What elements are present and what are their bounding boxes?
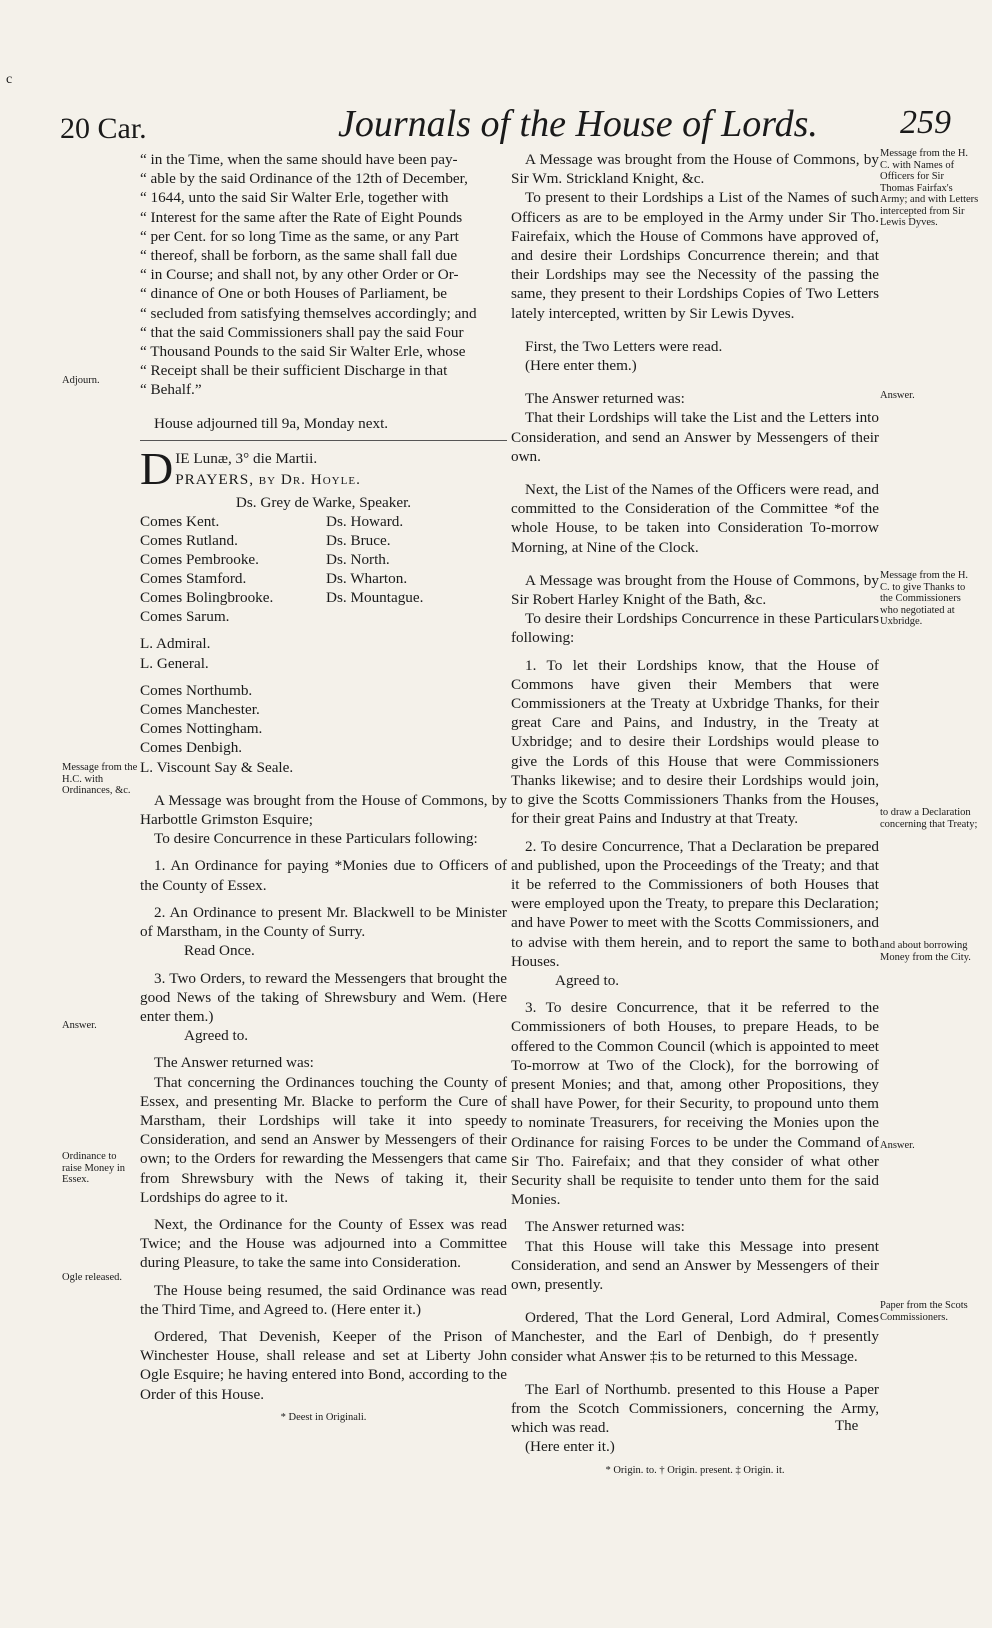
item-1: 1. An Ordinance for paying *Monies due to Officers of the County of Essex.	[140, 857, 507, 894]
adjourn-entry: House adjourned till 9a, Monday next.	[154, 414, 389, 432]
margin-note-answer2: Answer.	[880, 1140, 915, 1151]
quote-line: “ thereof, shall be forborn, as the same shall fall due	[140, 247, 458, 265]
attendee	[326, 607, 506, 626]
margin-note-borrowing: and about borrowing Money from the City.	[880, 940, 971, 963]
read-once: Read Once.	[184, 942, 255, 960]
margin-note-answer: Answer.	[62, 1020, 97, 1031]
answer-body: That concerning the Ordinances touching the County of Essex, and presenting Mr. Blacke to perform the Cure of Marstham, their Lordships will take it into speedy Consideration, and send an Answer by Messengers of their own; to the Orders for rewarding the Messengers that came from Shrewsbury with the News of taking it, their Lordships do agree to it.	[140, 1073, 507, 1206]
attendee: Ds. Mountague.	[326, 589, 424, 607]
attendee: Comes Pembrooke.	[140, 551, 259, 569]
quote-line: “ that the said Commissioners shall pay the said Four	[140, 323, 464, 341]
prayers: PRAYERS, by Dr. Hoyle.	[175, 471, 361, 489]
item-2: 2. An Ordinance to present Mr. Blackwell to be Minister of Marstham, in the County of Surry.	[140, 903, 507, 941]
quote-line: “ in Course; and shall not, by any other Order or Or-	[140, 266, 459, 284]
right-column	[511, 150, 879, 1480]
agreed: Agreed to.	[184, 1027, 249, 1045]
attendee: Ds. Howard.	[326, 513, 404, 531]
attendee: Ds. North.	[326, 551, 390, 569]
letters-read: First, the Two Letters were read.	[525, 337, 723, 355]
message-grimston: A Message was brought from the House of Commons, by Harbottle Grimston Esquire;	[140, 791, 507, 829]
quote-line: “ per Cent. for so long Time as the same, or any Part	[140, 227, 459, 245]
attendee: Comes Manchester.	[140, 701, 260, 719]
margin-note-paper: Paper from the Scots Commissioners.	[880, 1300, 968, 1323]
margin-note-thanks: Message from the H. C. to give Thanks to the Commissioners who negotiated at Uxbridge.	[880, 570, 969, 627]
harley-desire: To desire their Lordships Concurrence in these Particulars following:	[511, 610, 879, 647]
footnote-right: * Origin. to. † Origin. present. ‡ Origin. it.	[605, 1464, 785, 1476]
order-committee: Ordered, That the Lord General, Lord Admiral, Comes Manchester, and the Earl of Denbigh, do †presently consider what Answer ‡is to be returned to this Message.	[511, 1309, 879, 1365]
quote-line: “ in the Time, when the same should have been pay-	[140, 151, 458, 168]
margin-note-message: Message from the H.C. with Ordinances, &c.	[62, 762, 138, 796]
essex-ordinance: Next, the Ordinance for the County of Essex was read Twice; and the House was adjourned into a Committee during Pleasure, to take the same into Consideration.	[140, 1215, 507, 1272]
margin-note-ogle: Ogle released.	[62, 1272, 123, 1283]
attendee: Comes Sarum.	[140, 608, 230, 626]
quote-line: “ Interest for the same after the Rate of Eight Pounds	[140, 208, 463, 226]
margin-note-message-officers: Message from the H. C. with Names of Officers for Sir Thomas Fairfax's Army; and with Letters intercepted from Sir Lewis Dyves.	[880, 148, 979, 228]
present-list: To present to their Lordships a List of the Names of such Officers as are to be employed in the Army under Sir Tho. Fairefaix, which the House of Commons have approved of, and desire their Lordships Concurrence therein; and that their Lordships may see the Necessity of the passing the same, they present to their Lordships Copies of Two Letters lately intercepted, written by Sir Lewis Dyves.	[511, 189, 879, 322]
attendee: Comes Kent.	[140, 513, 220, 531]
attendee: Comes Bolingbrooke.	[140, 589, 274, 607]
regnal-year: 20 Car.	[60, 112, 147, 145]
day-date: IE Lunæ, 3° die Martii.	[175, 449, 318, 467]
order-ogle: Ordered, That Devenish, Keeper of the Prison of Winchester House, shall release and set at Liberty John Ogle Esquire; he having entered into Bond, according to the Order of this House.	[140, 1327, 507, 1403]
quote-line: “ 1644, unto the said Sir Walter Erle, together with	[140, 189, 449, 207]
quote-line: “ Thousand Pounds to the said Sir Walter Erle, whose	[140, 343, 466, 361]
attendee: Comes Northumb.	[140, 681, 253, 699]
answer-heading: The Answer returned was:	[154, 1054, 314, 1072]
particular-2: 2. To desire Concurrence, That a Declaration be prepared and published, upon the Proceedings of the Treaty; and that it be referred to the Commissioners of both Houses that were employed upon the Treaty, to prepare this Declaration; and have Power to meet with the Scotts Commissioners, and to advise with them herein, and to report the same to both Houses.	[511, 837, 879, 970]
agreed-right: Agreed to.	[555, 971, 620, 989]
quote-line: “ secluded from satisfying themselves accordingly; and	[140, 304, 477, 322]
speaker: Ds. Grey de Warke, Speaker.	[235, 494, 412, 512]
answer2-body: That this House will take this Message into present Consideration, and send an Answer by Messengers of their own, presently.	[511, 1237, 879, 1293]
answer-heading-right: The Answer returned was:	[525, 390, 685, 408]
margin-note-answer-right: Answer.	[880, 390, 915, 401]
attendance-list	[140, 512, 507, 626]
officers-list-committed: Next, the List of the Names of the Officers were read, and committed to the Consideration of the Committee *of the whole House, to be taken into Consideration To-morrow Morning, at Nine of the Clock.	[511, 481, 879, 556]
officer: L. General.	[140, 654, 209, 672]
corner-mark: c	[6, 72, 13, 87]
house-resumed: The House being resumed, the said Ordinance was read the Third Time, and Agreed to. (Here enter it.)	[140, 1281, 507, 1318]
officer: L. Admiral.	[140, 635, 211, 653]
footnote-left: * Deest in Originali.	[280, 1411, 367, 1423]
catchword: The	[835, 1418, 859, 1434]
margin-note-declaration: to draw a Declaration concerning that Treaty;	[880, 807, 978, 830]
section-rule	[140, 440, 507, 441]
page-number: 259	[900, 104, 951, 141]
particular-3: 3. To desire Concurrence, that it be referred to the Commissioners of both Houses, to prepare Heads, to be offered to the Common Council (which is appointed to meet To-morrow at Two of the Clock), for the borrowing of present Monies; and that, among other Propositions, they shall have Power, for their Security, to propound unto them to nominate Treasurers, for receiving the Monies upon the Ordinance for raising Forces to be under the Command of Sir Tho. Fairefaix; and that they consider of what other Security shall be requisite to tender unto them for the said Monies.	[511, 999, 879, 1209]
quote-line: “ Behalf.”	[140, 381, 202, 399]
left-column	[140, 150, 507, 1427]
message-harley: A Message was brought from the House of Commons, by Sir Robert Harley Knight of the Bath, &c.	[511, 571, 879, 609]
day-heading	[140, 449, 507, 489]
attendee: L. Viscount Say & Seale.	[140, 758, 294, 776]
attendee: Ds. Bruce.	[326, 532, 391, 550]
letters-enter: (Here enter them.)	[525, 357, 637, 375]
item-3: 3. Two Orders, to reward the Messengers that brought the good News of the taking of Shrewsbury and Wem. (Here enter them.)	[140, 969, 507, 1025]
particular-1: 1. To let their Lordships know, that the House of Commons have given their Members that were Commissioners at the Treaty at Uxbridge Thanks, for their great Care and Pains, and Industry, in the Treaty at Uxbridge; and to desire their Lordships would please to give the Lords of this House that were Commissioners Thanks likewise; and to desire their Lordships would join, to give the Scotts Commissioners Thanks from the Houses, for their great Pains and Industry at that Treaty.	[511, 656, 879, 828]
drop-cap: D	[140, 448, 174, 490]
attendee: Comes Nottingham.	[140, 720, 263, 738]
northumb-enter: (Here enter it.)	[525, 1438, 615, 1456]
quote-line: “ dinance of One or both Houses of Parliament, be	[140, 285, 448, 303]
quote-line: “ able by the said Ordinance of the 12th of December,	[140, 170, 468, 188]
running-title: Journals of the House of Lords.	[338, 103, 818, 145]
margin-note-ordinance: Ordinance to raise Money in Essex.	[62, 1151, 125, 1185]
northumb-paper: The Earl of Northumb. presented to this House a Paper from the Scotch Commissioners, concerning the Army, which was read.	[511, 1380, 879, 1437]
message-desire: To desire Concurrence in these Particulars following:	[154, 830, 478, 848]
answer2-heading: The Answer returned was:	[525, 1218, 685, 1236]
attendee: Comes Rutland.	[140, 532, 238, 550]
quote-line: “ Receipt shall be their sufficient Discharge in that	[140, 362, 448, 380]
attendee: Comes Stamford.	[140, 570, 247, 588]
answer-body-right: That their Lordships will take the List and the Letters into Consideration, and send an Answer by Messengers of their own.	[511, 409, 879, 465]
message-strickland: A Message was brought from the House of Commons, by Sir Wm. Strickland Knight, &c.	[511, 151, 879, 188]
margin-note-adjourn: Adjourn.	[62, 375, 100, 386]
attendee: Comes Denbigh.	[140, 739, 243, 757]
attendee: Ds. Wharton.	[326, 570, 408, 588]
page-header	[0, 90, 992, 145]
